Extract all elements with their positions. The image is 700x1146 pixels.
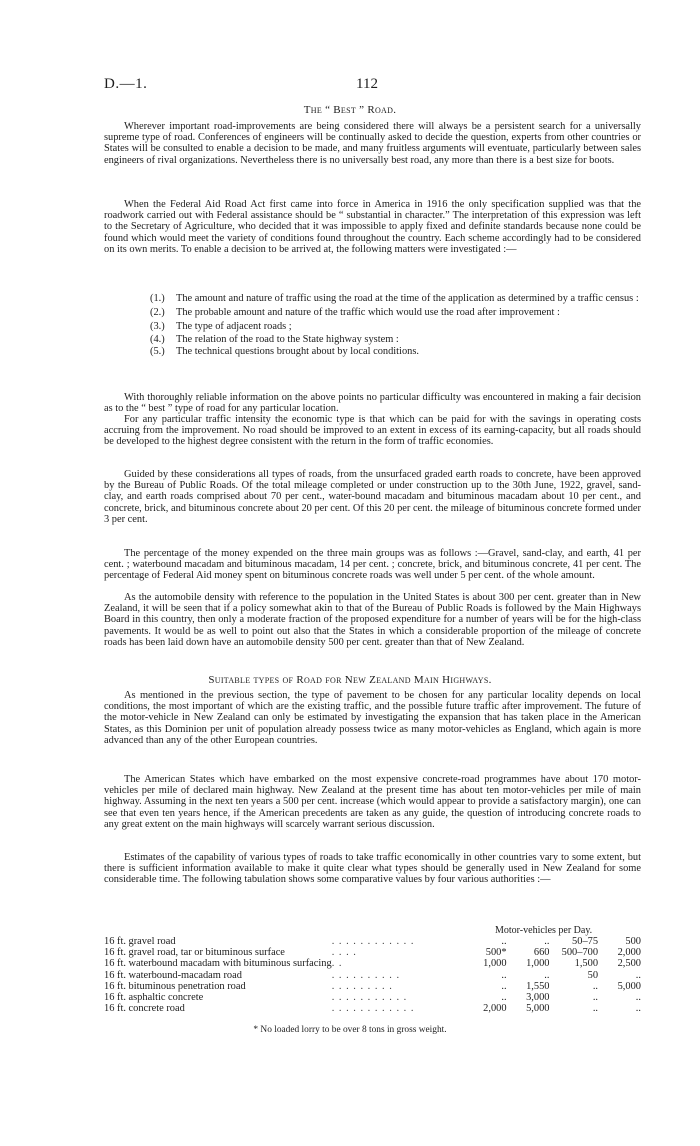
leader-dots: . . . . . . . . . . . . <box>331 1003 415 1015</box>
value-authority-4: 500 <box>625 936 641 947</box>
row-label: 16 ft. asphaltic concrete <box>104 992 204 1004</box>
leader-dots: . . . . . . . . . . . . <box>331 936 415 947</box>
value-authority-2: .. <box>544 969 550 981</box>
list-item <box>150 321 641 332</box>
paragraph: Estimates of the capability of various types of roads to take traffic economically in other countries vary to some extent, but there is sufficient information available to make it quite clear what types should be generally used in New Zealand for some considerable time. The following tabulation shows some comparative values by four various authorities :— <box>104 852 641 886</box>
value-authority-3: 50 <box>587 969 599 981</box>
value-authority-4: .. <box>635 992 641 1004</box>
paragraph: As the automobile density with reference to the population in the United States is about 300 per cent. greater than in New Zealand, it will be seen that if a policy somewhat akin to that of the Bureau of Public Roads is followed by the Main Highways Board in this country, then only a moderate fraction of the proposed expenditure for a number of years will be for the high-class pavements. It would be as well to point out also that the States in which a considerable proportion of the mileage of concrete roads has been laid down have an automobile density 500 per cent. greater than that of New Zealand. <box>104 592 641 648</box>
value-authority-4: .. <box>635 969 641 981</box>
value-authority-3: 50–75 <box>572 936 599 947</box>
section-heading-best-road: The “ Best ” Road. <box>303 104 397 116</box>
paragraph: The American States which have embarked on the most expensive concrete-road programmes have about 170 motor-vehicles per mile of declared main highway. New Zealand at the present time has about ten motor-vehicles per mile of main highway. Assuming in the next ten years a 500 per cent. increase (which would appear to provide a satisfactory margin), one can see that even ten years hence, if the American precedents are taken as any guide, the question of introducing concrete roads to any great extent on the main highways will scarcely warrant serious discussion. <box>104 774 641 830</box>
value-authority-1: .. <box>501 969 507 981</box>
list-item <box>150 334 641 345</box>
leader-dots: . . . . . . . . . . <box>331 969 401 981</box>
value-authority-2: .. <box>544 936 550 947</box>
table-row <box>104 958 641 969</box>
row-label: 16 ft. gravel road <box>104 936 176 947</box>
value-authority-1: 2,000 <box>483 1003 507 1015</box>
table-column-group-header: Motor-vehicles per Day. <box>495 925 593 936</box>
value-authority-4: 2,000 <box>617 947 641 959</box>
value-authority-2: 660 <box>533 947 550 959</box>
leader-dots: . . . . . . . . . . . <box>331 992 408 1004</box>
list-item-number: (3.) <box>150 321 165 333</box>
value-authority-1: .. <box>501 992 507 1004</box>
row-label: 16 ft. bituminous penetration road <box>104 980 246 992</box>
paragraph: The percentage of the money expended on the three main groups was as follows :—Gravel, sand-clay, and earth, 41 per cent. ; waterbound macadam and bituminous macadam, 14 per cent. ; concrete, brick, and bituminous concrete, 41 per cent. The percentage of Federal Aid money spent on bituminous concrete roads was well under 5 per cent. of the whole amount. <box>104 548 641 582</box>
table-row <box>104 1003 641 1014</box>
row-label: 16 ft. concrete road <box>104 1003 185 1015</box>
value-authority-2: 3,000 <box>526 992 550 1004</box>
paragraph: As mentioned in the previous section, the type of pavement to be chosen for any particular locality depends on local conditions, the most important of which are the existing traffic, and the possible future traffic after improvement. The future of the motor-vehicle in New Zealand can only be estimated by investigating the expansion that has taken place in the American States, as this Dominion per unit of population already possess twice as many motor-vehicles as England, which again is more advanced than any of the other European countries. <box>104 690 641 746</box>
list-item-text: The relation of the road to the State highway system : <box>176 333 399 345</box>
value-authority-2: 5,000 <box>526 1003 550 1015</box>
row-label: 16 ft. waterbound-macadam road <box>104 969 242 981</box>
value-authority-3: 1,500 <box>574 958 599 970</box>
investigation-list <box>150 293 641 357</box>
value-authority-1: .. <box>501 936 507 947</box>
section-heading-suitable-types: Suitable types of Road for New Zealand Main Highways. <box>208 674 492 686</box>
value-authority-3: .. <box>592 992 599 1004</box>
value-authority-1: 500* <box>485 947 507 959</box>
value-authority-4: 2,500 <box>617 958 641 970</box>
leader-dots: . . . . <box>331 947 357 959</box>
table-footnote: * No loaded lorry to be over 8 tons in gross weight. <box>253 1025 447 1035</box>
list-item <box>150 346 641 357</box>
table-row <box>104 992 641 1003</box>
paragraph: Guided by these considerations all types of roads, from the unsurfaced graded earth roads to concrete, have been approved by the Bureau of Public Roads. Of the total mileage completed or under construction up to the 30th June, 1922, gravel, sand-clay, and earth roads comprised about 70 per cent., water-bound macadam and bituminous macadam about 10 per cent., and concrete, brick, and bituminous concrete about 20 per cent. Of this 20 per cent. the mileage of bituminous concrete formed under 3 per cent. <box>104 469 641 525</box>
value-authority-2: 1,000 <box>526 958 550 970</box>
table-row <box>104 936 641 947</box>
list-item <box>150 307 641 318</box>
list-item-number: (5.) <box>150 345 165 357</box>
comparative-values-table <box>104 936 641 1014</box>
paragraph: For any particular traffic intensity the economic type is that which can be paid for with the savings in operating costs accruing from the improvement. No road should be improved to an extent in excess of its earning-capacity, but all roads should be developed to the highest degree consistent with the return in the form of traffic economies. <box>104 414 641 448</box>
value-authority-1: 1,000 <box>483 958 507 970</box>
value-authority-1: .. <box>501 980 507 992</box>
list-item-number: (2.) <box>150 307 165 319</box>
value-authority-2: 1,550 <box>526 980 550 992</box>
value-authority-3: .. <box>592 980 599 992</box>
leader-dots: . . . . . . . . . <box>331 980 393 992</box>
table-row <box>104 981 641 992</box>
page-number: 112 <box>356 76 378 92</box>
row-label: 16 ft. gravel road, tar or bituminous surface <box>104 947 285 959</box>
list-item-text: The probable amount and nature of the traffic which would use the road after improvement : <box>176 307 560 319</box>
list-item <box>150 293 641 304</box>
list-item-number: (4.) <box>150 333 165 345</box>
row-label: 16 ft. waterbound macadam with bituminous surfacing <box>104 958 332 970</box>
document-reference: D.—1. <box>104 76 148 92</box>
paragraph: Wherever important road-improvements are being considered there will always be a persistent search for a universally supreme type of road. Conferences of engineers will be continually asked to decide the question, experts from other countries or States will be consulted to enable a decision to be made, and many fruitless arguments will eventuate, particularly between sales engineers of rival organizations. Nevertheless there is no universally best road, any more than there is a best size for boots. <box>104 121 641 166</box>
list-item-text: The technical questions brought about by local conditions. <box>176 345 419 357</box>
paragraph: With thoroughly reliable information on the above points no particular difficulty was encountered in making a fair decision as to the “ best ” type of road for any particular location. <box>104 392 641 415</box>
value-authority-4: .. <box>635 1003 641 1015</box>
value-authority-3: 500–700 <box>561 947 599 959</box>
table-row <box>104 970 641 981</box>
table-row <box>104 947 641 958</box>
paragraph: When the Federal Aid Road Act first came into force in America in 1916 the only specification supplied was that the roadwork carried out with Federal assistance should be “ substantial in character.” The interpretation of this expression was left to the Secretary of Agriculture, who decided that it was impossible to apply fixed and definite standards because none could be found which would meet the variety of conditions found throughout the country. Each scheme accordingly had to be considered on its own merits. To enable a decision to be arrived at, the following matters were investigated :— <box>104 199 641 255</box>
value-authority-4: 5,000 <box>617 980 641 992</box>
leader-dots: . . <box>331 958 343 970</box>
list-item-text: The amount and nature of traffic using the road at the time of the application as determined by a traffic census : <box>176 293 639 304</box>
list-item-text: The type of adjacent roads ; <box>176 321 292 333</box>
list-item-number: (1.) <box>150 293 165 304</box>
value-authority-3: .. <box>592 1003 599 1015</box>
